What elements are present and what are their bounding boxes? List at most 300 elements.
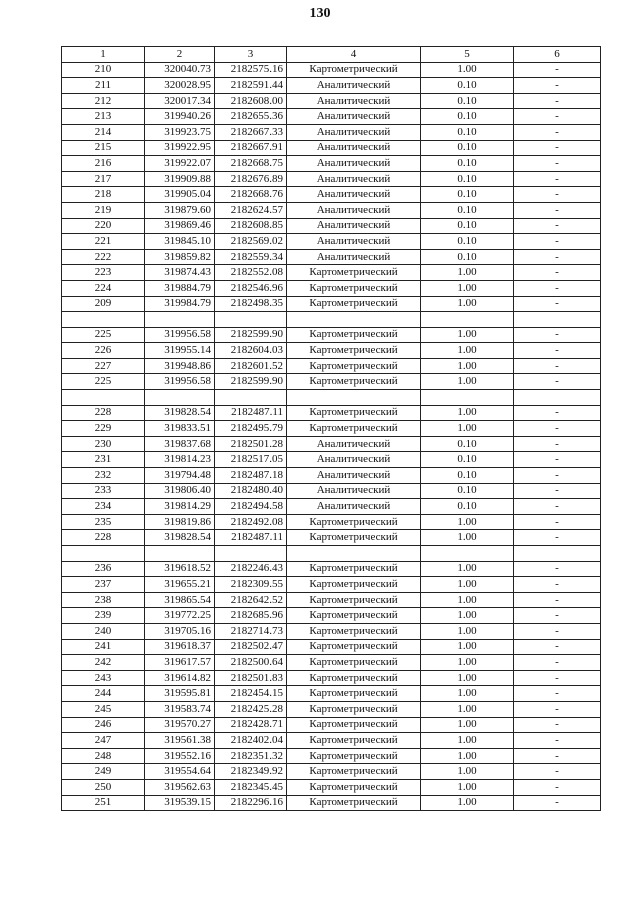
cell-y-coordinate: 2182676.89 [215,171,287,187]
cell-description: - [514,764,601,780]
cell-description: - [514,109,601,125]
cell-x-coordinate: 319806.40 [145,483,215,499]
cell-x-coordinate: 319923.75 [145,124,215,140]
cell-accuracy: 0.10 [421,499,514,515]
cell-y-coordinate: 2182667.91 [215,140,287,156]
cell-point-number: 221 [62,234,145,250]
cell-x-coordinate: 319570.27 [145,717,215,733]
cell-x-coordinate: 319552.16 [145,748,215,764]
cell-method: Картометрический [287,280,421,296]
cell-point-number: 232 [62,468,145,484]
cell-method: Аналитический [287,499,421,515]
cell-x-coordinate: 319940.26 [145,109,215,125]
table-row [62,686,601,702]
cell-description: - [514,343,601,359]
cell-accuracy: 1.00 [421,514,514,530]
cell-point-number [62,546,145,562]
cell-accuracy: 0.10 [421,249,514,265]
cell-method: Аналитический [287,78,421,94]
cell-description: - [514,530,601,546]
cell-description: - [514,78,601,94]
table-row [62,405,601,421]
header-description: 6 [514,47,601,63]
cell-description: - [514,265,601,281]
cell-description: - [514,592,601,608]
table-row [62,249,601,265]
cell-method [287,546,421,562]
cell-accuracy: 0.10 [421,483,514,499]
table-row [62,733,601,749]
cell-accuracy: 1.00 [421,577,514,593]
cell-description: - [514,623,601,639]
cell-description: - [514,421,601,437]
cell-description: - [514,280,601,296]
cell-point-number: 230 [62,436,145,452]
table-separator-row [62,312,601,328]
table-row [62,280,601,296]
cell-method: Аналитический [287,124,421,140]
cell-accuracy: 1.00 [421,639,514,655]
cell-accuracy: 1.00 [421,623,514,639]
cell-accuracy: 0.10 [421,171,514,187]
cell-x-coordinate: 319554.64 [145,764,215,780]
cell-x-coordinate: 319617.57 [145,655,215,671]
cell-point-number: 231 [62,452,145,468]
cell-method: Аналитический [287,468,421,484]
cell-accuracy [421,312,514,328]
cell-description: - [514,62,601,78]
cell-point-number: 234 [62,499,145,515]
cell-description: - [514,93,601,109]
cell-method: Аналитический [287,452,421,468]
cell-y-coordinate: 2182655.36 [215,109,287,125]
cell-accuracy: 0.10 [421,124,514,140]
table-row [62,234,601,250]
cell-accuracy: 1.00 [421,327,514,343]
cell-y-coordinate: 2182714.73 [215,623,287,639]
table-row [62,109,601,125]
cell-y-coordinate: 2182599.90 [215,374,287,390]
table-separator-row [62,546,601,562]
cell-accuracy: 0.10 [421,218,514,234]
cell-point-number: 236 [62,561,145,577]
cell-point-number: 240 [62,623,145,639]
cell-y-coordinate: 2182546.96 [215,280,287,296]
cell-x-coordinate: 319539.15 [145,795,215,811]
cell-description: - [514,670,601,686]
cell-method: Картометрический [287,608,421,624]
table-row [62,62,601,78]
table-body [62,62,601,811]
cell-accuracy: 1.00 [421,374,514,390]
cell-accuracy: 0.10 [421,452,514,468]
cell-y-coordinate: 2182428.71 [215,717,287,733]
cell-x-coordinate: 319655.21 [145,577,215,593]
cell-point-number: 218 [62,187,145,203]
cell-y-coordinate: 2182480.40 [215,483,287,499]
header-y-coordinate: 3 [215,47,287,63]
cell-x-coordinate: 319814.23 [145,452,215,468]
cell-x-coordinate: 319595.81 [145,686,215,702]
cell-accuracy: 1.00 [421,592,514,608]
cell-x-coordinate: 319922.95 [145,140,215,156]
cell-x-coordinate: 319561.38 [145,733,215,749]
cell-description: - [514,234,601,250]
cell-description: - [514,483,601,499]
table-row [62,202,601,218]
cell-method: Картометрический [287,764,421,780]
cell-point-number: 226 [62,343,145,359]
cell-description: - [514,561,601,577]
table-row [62,670,601,686]
cell-description: - [514,468,601,484]
cell-method: Картометрический [287,717,421,733]
cell-accuracy: 1.00 [421,280,514,296]
cell-x-coordinate: 319819.86 [145,514,215,530]
cell-x-coordinate: 320028.95 [145,78,215,94]
cell-description: - [514,124,601,140]
table-row [62,374,601,390]
cell-description: - [514,405,601,421]
cell-point-number: 209 [62,296,145,312]
cell-method: Картометрический [287,592,421,608]
cell-description: - [514,577,601,593]
cell-x-coordinate: 320017.34 [145,93,215,109]
cell-point-number: 214 [62,124,145,140]
cell-x-coordinate: 319705.16 [145,623,215,639]
coordinates-table [61,46,601,811]
cell-description: - [514,639,601,655]
cell-y-coordinate: 2182591.44 [215,78,287,94]
cell-description: - [514,452,601,468]
cell-x-coordinate: 319955.14 [145,343,215,359]
cell-y-coordinate: 2182487.18 [215,468,287,484]
table-row [62,343,601,359]
cell-y-coordinate: 2182345.45 [215,779,287,795]
cell-y-coordinate: 2182552.08 [215,265,287,281]
cell-accuracy: 0.10 [421,187,514,203]
cell-y-coordinate: 2182668.75 [215,156,287,172]
cell-y-coordinate: 2182487.11 [215,405,287,421]
cell-point-number: 233 [62,483,145,499]
cell-description: - [514,779,601,795]
cell-point-number: 216 [62,156,145,172]
cell-description: - [514,218,601,234]
cell-method [287,312,421,328]
cell-description: - [514,202,601,218]
table-row [62,764,601,780]
cell-point-number: 237 [62,577,145,593]
cell-point-number: 248 [62,748,145,764]
cell-method: Аналитический [287,109,421,125]
table-row [62,561,601,577]
cell-point-number: 224 [62,280,145,296]
cell-x-coordinate: 320040.73 [145,62,215,78]
cell-point-number: 212 [62,93,145,109]
table-row [62,93,601,109]
cell-point-number: 242 [62,655,145,671]
cell-point-number: 220 [62,218,145,234]
table-row [62,218,601,234]
cell-method: Картометрический [287,748,421,764]
cell-point-number: 245 [62,701,145,717]
cell-point-number: 235 [62,514,145,530]
cell-y-coordinate: 2182502.47 [215,639,287,655]
cell-accuracy: 1.00 [421,733,514,749]
cell-method: Картометрический [287,327,421,343]
cell-description [514,390,601,406]
cell-x-coordinate: 319562.63 [145,779,215,795]
table-row [62,483,601,499]
cell-y-coordinate: 2182667.33 [215,124,287,140]
cell-description: - [514,748,601,764]
cell-method: Картометрический [287,296,421,312]
cell-method: Аналитический [287,483,421,499]
cell-method: Аналитический [287,218,421,234]
cell-description [514,312,601,328]
table-row [62,265,601,281]
cell-x-coordinate: 319879.60 [145,202,215,218]
cell-y-coordinate: 2182575.16 [215,62,287,78]
cell-accuracy: 1.00 [421,655,514,671]
cell-y-coordinate: 2182501.28 [215,436,287,452]
cell-accuracy: 1.00 [421,530,514,546]
cell-point-number: 222 [62,249,145,265]
cell-accuracy: 0.10 [421,202,514,218]
cell-x-coordinate: 319922.07 [145,156,215,172]
cell-accuracy [421,390,514,406]
cell-point-number: 247 [62,733,145,749]
cell-accuracy: 1.00 [421,608,514,624]
cell-accuracy: 1.00 [421,779,514,795]
table-row [62,514,601,530]
cell-method: Картометрический [287,265,421,281]
cell-method: Картометрический [287,623,421,639]
table-row [62,124,601,140]
cell-method: Картометрический [287,779,421,795]
cell-y-coordinate [215,390,287,406]
cell-point-number: 229 [62,421,145,437]
cell-description: - [514,608,601,624]
table-row [62,530,601,546]
table-row [62,171,601,187]
cell-point-number: 251 [62,795,145,811]
cell-y-coordinate: 2182351.32 [215,748,287,764]
table-row [62,748,601,764]
table-row [62,296,601,312]
cell-x-coordinate: 319772.25 [145,608,215,624]
cell-x-coordinate: 319618.37 [145,639,215,655]
cell-point-number: 213 [62,109,145,125]
cell-y-coordinate: 2182454.15 [215,686,287,702]
table-row [62,608,601,624]
cell-accuracy: 1.00 [421,62,514,78]
cell-accuracy: 1.00 [421,701,514,717]
cell-accuracy: 1.00 [421,358,514,374]
cell-y-coordinate: 2182624.57 [215,202,287,218]
cell-description: - [514,171,601,187]
cell-x-coordinate [145,546,215,562]
cell-y-coordinate: 2182608.85 [215,218,287,234]
table-row [62,795,601,811]
cell-y-coordinate: 2182246.43 [215,561,287,577]
cell-point-number: 244 [62,686,145,702]
cell-y-coordinate [215,546,287,562]
table-row [62,577,601,593]
cell-x-coordinate [145,312,215,328]
cell-method: Аналитический [287,436,421,452]
cell-y-coordinate: 2182608.00 [215,93,287,109]
cell-method: Картометрический [287,701,421,717]
cell-y-coordinate: 2182494.58 [215,499,287,515]
cell-accuracy: 1.00 [421,405,514,421]
cell-description: - [514,249,601,265]
cell-method: Картометрический [287,561,421,577]
cell-accuracy: 0.10 [421,93,514,109]
table-row [62,592,601,608]
cell-method: Картометрический [287,514,421,530]
cell-description: - [514,327,601,343]
cell-x-coordinate: 319874.43 [145,265,215,281]
cell-accuracy: 0.10 [421,140,514,156]
cell-point-number: 215 [62,140,145,156]
cell-description: - [514,436,601,452]
table-row [62,655,601,671]
cell-method: Картометрический [287,62,421,78]
cell-accuracy: 0.10 [421,468,514,484]
cell-method: Картометрический [287,670,421,686]
cell-method: Картометрический [287,686,421,702]
cell-accuracy: 1.00 [421,421,514,437]
cell-accuracy: 1.00 [421,296,514,312]
cell-method: Аналитический [287,234,421,250]
cell-method: Картометрический [287,795,421,811]
cell-y-coordinate: 2182642.52 [215,592,287,608]
cell-method: Картометрический [287,639,421,655]
cell-method: Картометрический [287,733,421,749]
cell-description: - [514,140,601,156]
header-method: 4 [287,47,421,63]
cell-point-number: 211 [62,78,145,94]
cell-y-coordinate: 2182685.96 [215,608,287,624]
cell-method: Картометрический [287,358,421,374]
cell-accuracy [421,546,514,562]
cell-method: Аналитический [287,187,421,203]
cell-point-number: 241 [62,639,145,655]
cell-accuracy: 0.10 [421,109,514,125]
cell-x-coordinate: 319884.79 [145,280,215,296]
cell-point-number: 219 [62,202,145,218]
cell-x-coordinate: 319909.88 [145,171,215,187]
cell-point-number: 225 [62,374,145,390]
cell-accuracy: 1.00 [421,686,514,702]
header-row [62,47,601,63]
cell-y-coordinate: 2182487.11 [215,530,287,546]
table-separator-row [62,390,601,406]
table-row [62,358,601,374]
cell-point-number [62,390,145,406]
cell-accuracy: 1.00 [421,265,514,281]
cell-accuracy: 1.00 [421,561,514,577]
cell-x-coordinate: 319859.82 [145,249,215,265]
cell-point-number: 225 [62,327,145,343]
cell-description: - [514,701,601,717]
cell-method: Картометрический [287,530,421,546]
cell-description: - [514,374,601,390]
cell-y-coordinate: 2182559.34 [215,249,287,265]
cell-method: Картометрический [287,343,421,359]
table-row [62,779,601,795]
cell-accuracy: 0.10 [421,234,514,250]
cell-point-number: 223 [62,265,145,281]
cell-description: - [514,358,601,374]
table-row [62,436,601,452]
cell-description [514,546,601,562]
cell-y-coordinate: 2182604.03 [215,343,287,359]
cell-y-coordinate: 2182309.55 [215,577,287,593]
cell-point-number: 227 [62,358,145,374]
cell-x-coordinate: 319833.51 [145,421,215,437]
cell-y-coordinate: 2182601.52 [215,358,287,374]
header-x-coordinate: 2 [145,47,215,63]
cell-method: Картометрический [287,577,421,593]
table-row [62,639,601,655]
table-row [62,421,601,437]
cell-method: Картометрический [287,421,421,437]
cell-x-coordinate: 319814.29 [145,499,215,515]
cell-method: Картометрический [287,405,421,421]
cell-point-number: 246 [62,717,145,733]
cell-accuracy: 0.10 [421,436,514,452]
cell-y-coordinate: 2182402.04 [215,733,287,749]
cell-y-coordinate: 2182425.28 [215,701,287,717]
cell-description: - [514,187,601,203]
cell-method: Картометрический [287,655,421,671]
cell-method: Картометрический [287,374,421,390]
table-row [62,140,601,156]
cell-y-coordinate: 2182498.35 [215,296,287,312]
cell-x-coordinate: 319948.86 [145,358,215,374]
cell-method: Аналитический [287,156,421,172]
cell-x-coordinate: 319845.10 [145,234,215,250]
cell-accuracy: 1.00 [421,764,514,780]
cell-accuracy: 1.00 [421,717,514,733]
cell-x-coordinate: 319794.48 [145,468,215,484]
cell-point-number: 228 [62,530,145,546]
cell-point-number: 217 [62,171,145,187]
cell-method: Аналитический [287,93,421,109]
cell-point-number: 250 [62,779,145,795]
cell-x-coordinate: 319956.58 [145,374,215,390]
cell-x-coordinate: 319828.54 [145,530,215,546]
table-row [62,78,601,94]
cell-point-number: 228 [62,405,145,421]
cell-y-coordinate: 2182492.08 [215,514,287,530]
cell-method: Аналитический [287,171,421,187]
cell-accuracy: 0.10 [421,156,514,172]
cell-method: Аналитический [287,140,421,156]
cell-accuracy: 1.00 [421,670,514,686]
cell-y-coordinate: 2182501.83 [215,670,287,686]
cell-y-coordinate: 2182599.90 [215,327,287,343]
cell-point-number: 249 [62,764,145,780]
cell-description: - [514,655,601,671]
table-row [62,452,601,468]
cell-accuracy: 1.00 [421,748,514,764]
cell-point-number: 239 [62,608,145,624]
cell-x-coordinate: 319956.58 [145,327,215,343]
cell-point-number: 210 [62,62,145,78]
